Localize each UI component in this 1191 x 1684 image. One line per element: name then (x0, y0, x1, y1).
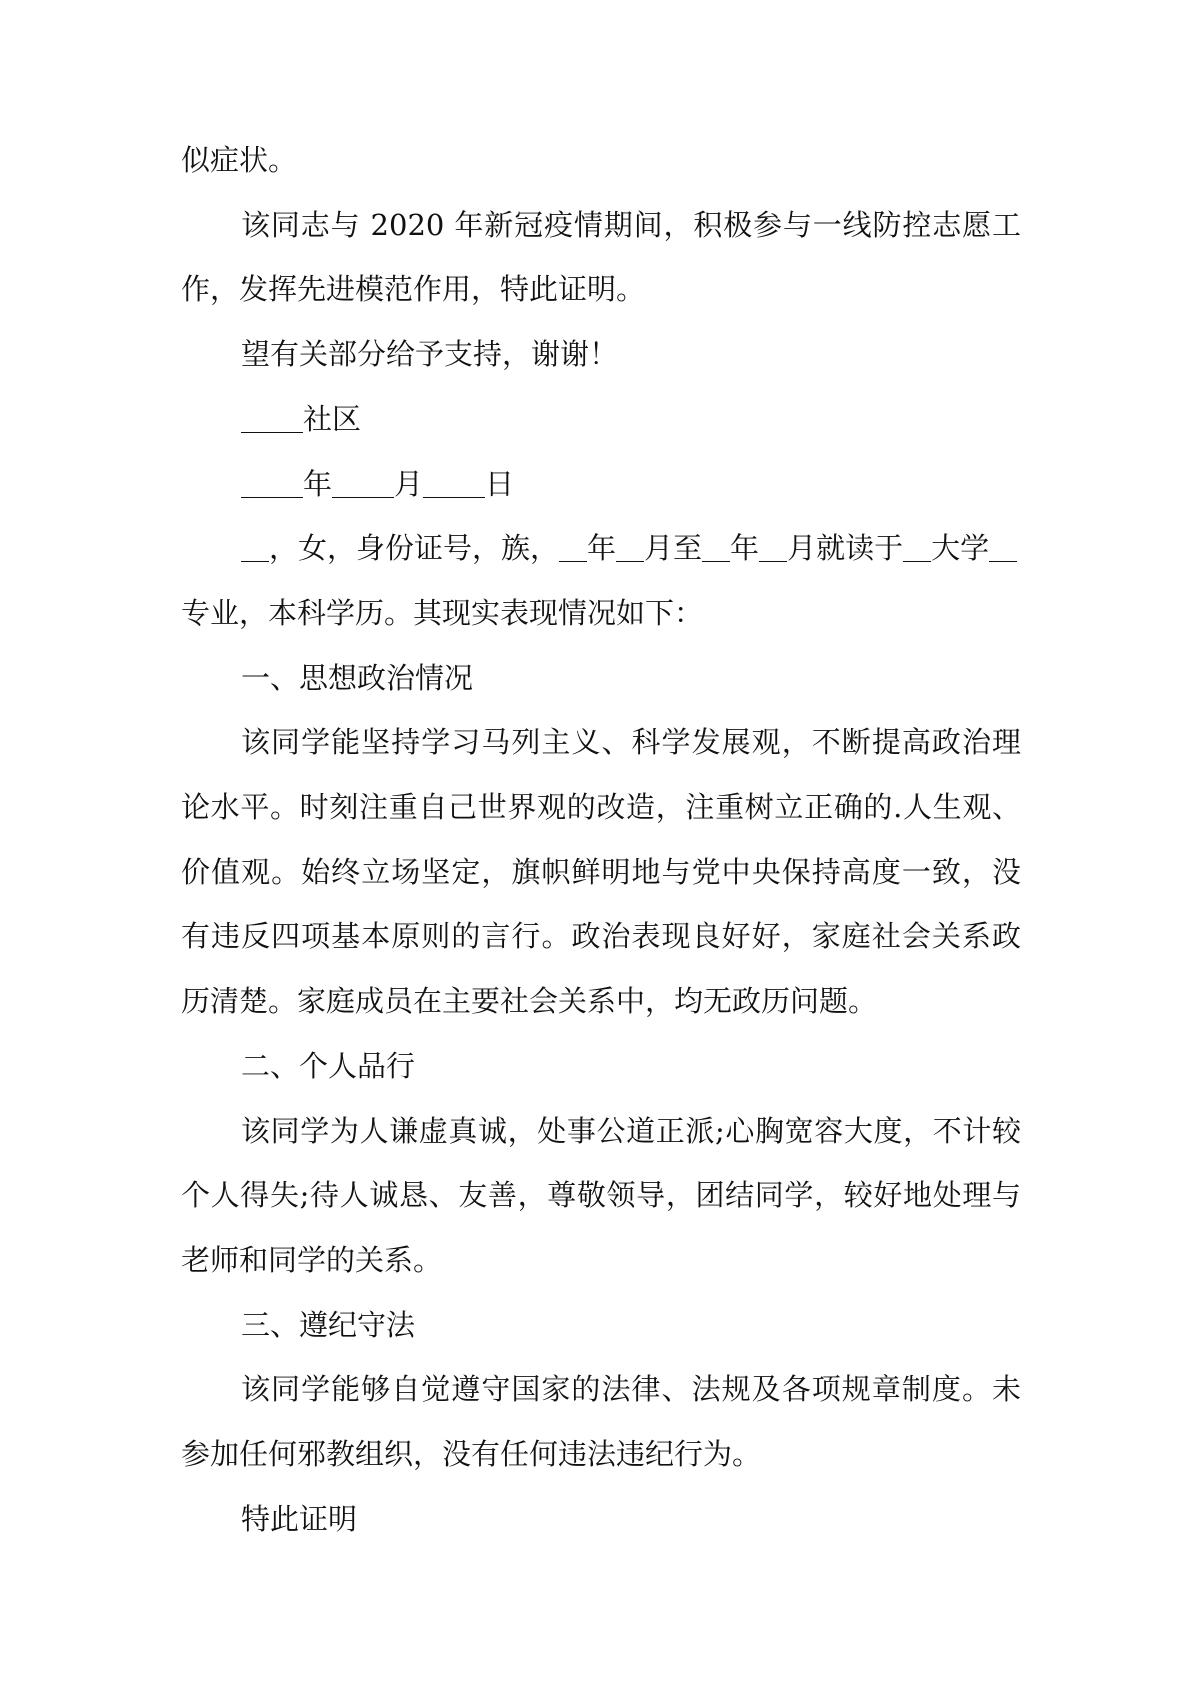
blank-name (241, 534, 269, 562)
community-label: 社区 (303, 401, 362, 436)
closing-certification: 特此证明 (241, 1501, 358, 1536)
document-body (181, 128, 1021, 1551)
year-label: 年 (303, 466, 333, 501)
blank-start-year (559, 534, 587, 562)
blank-day (423, 470, 485, 498)
paragraph-student-info (181, 516, 1021, 645)
heading-law-abiding: 三、遵纪守法 (241, 1307, 416, 1342)
info-segment-6: 大学 (931, 531, 990, 566)
info-segment-1: ，女，身份证号，族， (269, 531, 560, 566)
signature-date-line (181, 452, 1021, 517)
info-segment-4: 年 (730, 531, 760, 566)
signature-community-line (181, 387, 1021, 452)
blank-month (332, 470, 394, 498)
heading-political-thought: 一、思想政治情况 (241, 660, 474, 695)
paragraph-law-abiding: 该同学能够自觉遵守国家的法律、法规及各项规章制度。未参加任何邪教组织，没有任何违法违纪行为。 (181, 1372, 1021, 1472)
blank-university (903, 534, 931, 562)
heading-personal-character: 二、个人品行 (241, 1048, 416, 1083)
paragraph-symptoms-end: 似症状。 (181, 143, 298, 177)
month-label: 月 (394, 466, 424, 501)
paragraph-request-support: 望有关部分给予支持，谢谢！ (241, 337, 619, 372)
paragraph-personal-character: 该同学为人谦虚真诚，处事公道正派;心胸宽容大度，不计较个人得失;待人诚恳、友善，尊敬领导，团结同学，较好地处理与老师和同学的关系。 (181, 1113, 1021, 1277)
blank-community-name (241, 405, 303, 433)
paragraph-volunteer-work: 该同志与 2020 年新冠疫情期间，积极参与一线防控志愿工作，发挥先进模范作用，特此证明。 (181, 207, 1021, 307)
blank-start-month (616, 534, 644, 562)
info-segment-7: 专业，本科学历。其现实表现情况如下： (181, 595, 704, 630)
blank-year (241, 470, 303, 498)
blank-end-month (759, 534, 787, 562)
day-label: 日 (485, 466, 515, 501)
info-segment-5: 月就读于 (787, 531, 904, 566)
blank-major (989, 534, 1017, 562)
blank-end-year (702, 534, 730, 562)
paragraph-political-thought: 该同学能坚持学习马列主义、科学发展观，不断提高政治理论水平。时刻注重自己世界观的改造，注重树立正确的.人生观、价值观。始终立场坚定，旗帜鲜明地与党中央保持高度一致，没有违反四项基本原则的言行。政治表现良好好，家庭社会关系政历清楚。家庭成员在主要社会关系中，均无政历问题。 (181, 725, 1021, 1019)
info-segment-2: 年 (587, 531, 617, 566)
info-segment-3: 月至 (644, 531, 703, 566)
